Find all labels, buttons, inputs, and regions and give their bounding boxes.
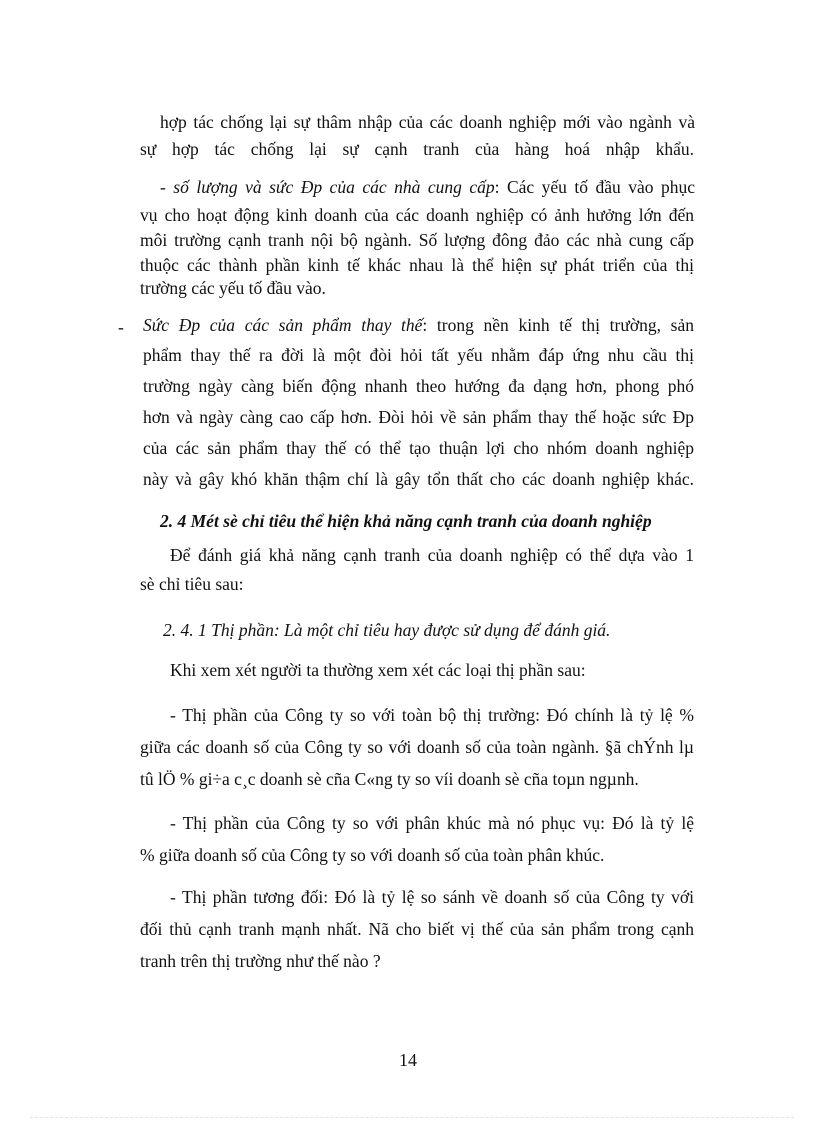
para2-line-5: trường các yếu tố đầu vào. — [140, 278, 326, 298]
para3-line-3: trường ngày càng biến động nhanh theo hướng đa dạng hơn, phong phó — [143, 376, 694, 396]
bullet-dash: - — [118, 317, 124, 337]
para8-line-1: - Thị phần tương đối: Đó là tỷ lệ so sánh về doanh số của Công ty với — [170, 887, 694, 907]
para8-line-3: tranh trên thị trường như thế nào ? — [140, 951, 381, 971]
para3-rest: : trong nền kinh tế thị trường, sản — [422, 315, 694, 335]
para3-italic-lead: Sức Đp của các sản phẩm thay thế — [143, 315, 423, 335]
page-bottom-divider — [30, 1117, 794, 1118]
para2-line-4: thuộc các thành phần kinh tế khác nhau là thể hiện sự phát triển của thị — [140, 255, 694, 275]
para4-line-2: sè chỉ tiêu sau: — [140, 574, 244, 594]
para2-italic-lead: - số lượng và sức Đp của các nhà cung cấp — [160, 177, 495, 197]
para6-line-2: giữa các doanh số của Công ty so với doanh số của toàn ngành. §ã chÝnh lµ — [140, 737, 694, 757]
para4-line-1: Để đánh giá khả năng cạnh tranh của doanh nghiệp có thể dựa vào 1 — [170, 545, 694, 565]
section-heading: 2. 4 Mét sè chỉ tiêu thể hiện khả năng cạnh tranh của doanh nghiệp — [160, 511, 652, 531]
para7-line-2: % giữa doanh số của Công ty so với doanh số của toàn phân khúc. — [140, 845, 605, 865]
para2-line-1 — [160, 176, 695, 198]
para1-line-2: sự hợp tác chống lại sự cạnh tranh của hàng hoá nhập khẩu. — [140, 139, 694, 159]
para3-line-4: hơn và ngày càng cao cấp hơn. Đòi hỏi về sản phẩm thay thế hoặc sức Đp — [143, 407, 694, 427]
para3-line-1 — [143, 314, 694, 336]
para2-line-2: vụ cho hoạt động kinh doanh của các doanh nghiệp có ảnh hưởng lớn đến — [140, 205, 694, 225]
para6-line-3: tû lÖ % gi÷a c¸c doanh sè cña C«ng ty so víi doanh sè cña toµn ngµnh. — [140, 769, 639, 789]
para8-line-2: đối thủ cạnh tranh mạnh nhất. Nã cho biết vị thế của sản phẩm trong cạnh — [140, 919, 694, 939]
para7-line-1: - Thị phần của Công ty so với phân khúc mà nó phục vụ: Đó là tỷ lệ — [170, 813, 694, 833]
para3-line-2: phẩm thay thế ra đời là một đòi hỏi tất yếu nhằm đáp ứng nhu cầu thị — [143, 345, 694, 365]
para6-line-1: - Thị phần của Công ty so với toàn bộ thị trường: Đó chính là tỷ lệ % — [170, 705, 694, 725]
subsection-heading: 2. 4. 1 Thị phần: Là một chỉ tiêu hay được sử dụng để đánh giá. — [163, 620, 611, 640]
para5-line: Khi xem xét người ta thường xem xét các loại thị phần sau: — [170, 660, 586, 680]
para1-line-1: hợp tác chống lại sự thâm nhập của các doanh nghiệp mới vào ngành và — [160, 112, 695, 132]
page-number: 14 — [399, 1050, 417, 1070]
para2-line-3: môi trường cạnh tranh nội bộ ngành. Số lượng đông đảo các nhà cung cấp — [140, 230, 694, 250]
para2-rest: : Các yếu tố đầu vào phục — [494, 177, 695, 197]
para3-line-5: của các sản phẩm thay thế có thể tạo thuận lợi cho nhóm doanh nghiệp — [143, 438, 694, 458]
para3-line-6: này và gây khó khăn thậm chí là gây tổn thất cho các doanh nghiệp khác. — [143, 469, 694, 489]
